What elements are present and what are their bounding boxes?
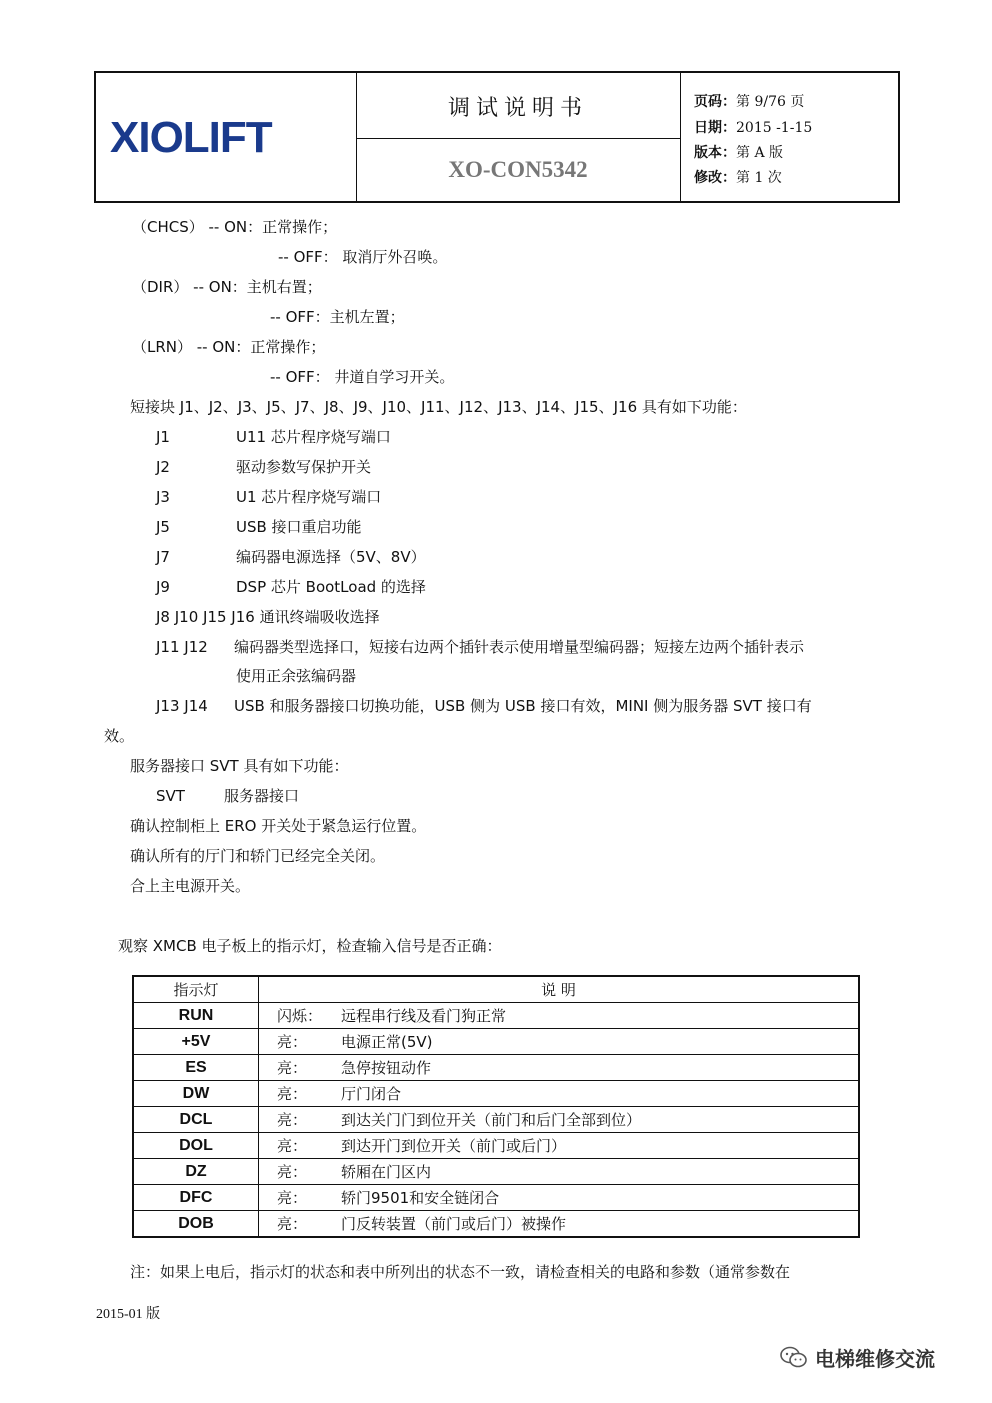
indicator-name: DOB (133, 1211, 259, 1238)
version-meta (694, 142, 783, 162)
indicator-state: 亮： (277, 1215, 308, 1233)
indicator-state: 亮： (277, 1085, 308, 1103)
jumper-id: J3 (156, 488, 170, 506)
jumper-id: J9 (156, 578, 170, 596)
company-logo: XIOLIFT (110, 113, 272, 162)
indicator-desc-text: 远程串行线及看门狗正常 (341, 1007, 507, 1025)
indicator-desc-text: 到达关门门到位开关（前门和后门全部到位） (341, 1111, 642, 1129)
indicator-description (259, 1055, 860, 1081)
revision-value: 第 1 次 (736, 170, 782, 186)
jumper-j11-desc-cont: 使用正余弦编码器 (236, 667, 357, 685)
jumper-desc: USB 接口重启功能 (236, 518, 362, 536)
table-row (133, 1211, 859, 1238)
title-divider (356, 138, 680, 139)
table-header-row (133, 976, 859, 1003)
indicator-state: 亮： (277, 1137, 308, 1155)
indicator-description (259, 1081, 860, 1107)
indicator-name: DW (133, 1081, 259, 1107)
wechat-icon (780, 1346, 808, 1368)
indicator-description (259, 1107, 860, 1133)
date-value: 2015 -1-15 (736, 120, 813, 136)
table-row (133, 1003, 859, 1029)
indicator-desc-text: 厅门闭合 (341, 1085, 402, 1103)
indicator-name: DCL (133, 1107, 259, 1133)
jumper-desc: DSP 芯片 BootLoad 的选择 (236, 578, 426, 596)
jumper-desc: 编码器电源选择（5V、8V） (236, 548, 426, 566)
svt-intro: 服务器接口 SVT 具有如下功能： (130, 757, 349, 775)
indicator-state: 闪烁： (277, 1007, 323, 1025)
document-code: XO-CON5342 (448, 157, 588, 182)
document-header (94, 71, 900, 203)
check-ero: 确认控制柜上 ERO 开关处于紧急运行位置。 (130, 817, 427, 835)
table-row (133, 1107, 859, 1133)
document-title: 调试说明书 (447, 96, 588, 121)
meta-cell (680, 73, 898, 201)
indicator-desc-text: 到达开门到位开关（前门或后门） (341, 1137, 567, 1155)
lrn-on-line: （LRN） -- ON：正常操作； (132, 338, 326, 356)
chcs-off-line: -- OFF： 取消厅外召唤。 (278, 248, 448, 266)
table-row (133, 1133, 859, 1159)
check-doors: 确认所有的厅门和轿门已经完全关闭。 (130, 847, 386, 865)
svt-desc: 服务器接口 (224, 787, 300, 805)
jumper-id: J1 (156, 428, 170, 446)
revision-meta (694, 167, 782, 187)
indicator-table (132, 975, 860, 1238)
indicator-desc-text: 门反转装置（前门或后门）被操作 (341, 1215, 567, 1233)
jumper-desc: U11 芯片程序烧写端口 (236, 428, 391, 446)
jumper-j11-desc: 编码器类型选择口，短接右边两个插针表示使用增量型编码器；短接左边两个插针表示 (234, 638, 805, 656)
date-meta (694, 117, 812, 137)
dir-on-line: （DIR） -- ON：主机右置； (132, 278, 322, 296)
table-row (133, 1081, 859, 1107)
indicator-column-header: 指示灯 (133, 976, 259, 1003)
footer-date: 2015-01 版 (96, 1307, 161, 1322)
indicator-description (259, 1185, 860, 1211)
revision-label: 修改： (694, 170, 736, 186)
indicator-description (259, 1211, 860, 1238)
note-text: 注：如果上电后，指示灯的状态和表中所列出的状态不一致，请检查相关的电路和参数（通常参数在 (130, 1263, 791, 1281)
table-row (133, 1055, 859, 1081)
jumper-intro: 短接块 J1、J2、J3、J5、J7、J8、J9、J10、J11、J12、J13、J14、J15、J16 具有如下功能： (130, 398, 747, 416)
indicator-name: +5V (133, 1029, 259, 1055)
watermark-text: 电梯维修交流 (815, 1347, 935, 1371)
date-label: 日期： (694, 120, 736, 136)
table-row (133, 1159, 859, 1185)
indicator-state: 亮： (277, 1163, 308, 1181)
description-column-header: 说 明 (259, 976, 860, 1003)
indicator-description (259, 1159, 860, 1185)
title-cell (356, 73, 681, 201)
indicator-description (259, 1029, 860, 1055)
indicator-name: DOL (133, 1133, 259, 1159)
jumper-id: J5 (156, 518, 170, 536)
jumper-desc: 驱动参数写保护开关 (236, 458, 372, 476)
indicator-name: ES (133, 1055, 259, 1081)
indicator-desc-text: 轿门9501和安全链闭合 (341, 1189, 500, 1207)
table-row (133, 1185, 859, 1211)
page-value: 第 9/76 页 (736, 94, 805, 110)
chcs-on-line: （CHCS） -- ON：正常操作； (132, 218, 338, 236)
logo-cell (96, 73, 357, 201)
lrn-off-line: -- OFF： 井道自学习开关。 (270, 368, 455, 386)
indicator-description (259, 1133, 860, 1159)
table-row (133, 1029, 859, 1055)
indicator-desc-text: 电源正常(5V) (341, 1033, 433, 1051)
version-value: 第 A 版 (736, 145, 784, 161)
jumper-id: J7 (156, 548, 170, 566)
indicator-name: DFC (133, 1185, 259, 1211)
dir-off-line: -- OFF：主机左置； (270, 308, 405, 326)
indicator-name: RUN (133, 1003, 259, 1029)
jumper-j13-desc-cont: 效。 (104, 727, 135, 745)
indicator-desc-text: 急停按钮动作 (341, 1059, 432, 1077)
indicator-state: 亮： (277, 1189, 308, 1207)
jumper-j13-desc: USB 和服务器接口切换功能，USB 侧为 USB 接口有效，MINI 侧为服务器 SVT 接口有 (234, 697, 812, 715)
jumper-j13-id: J13 J14 (156, 697, 208, 715)
indicator-name: DZ (133, 1159, 259, 1185)
check-power: 合上主电源开关。 (130, 877, 251, 895)
jumper-j11-id: J11 J12 (156, 638, 208, 656)
indicator-state: 亮： (277, 1059, 308, 1077)
page-label: 页码： (694, 94, 736, 110)
jumper-j8-line: J8 J10 J15 J16 通讯终端吸收选择 (156, 608, 380, 626)
indicator-state: 亮： (277, 1111, 308, 1129)
svt-id: SVT (156, 787, 185, 805)
jumper-id: J2 (156, 458, 170, 476)
indicator-description (259, 1003, 860, 1029)
indicator-state: 亮： (277, 1033, 308, 1051)
jumper-desc: U1 芯片程序烧写端口 (236, 488, 382, 506)
page-meta (694, 91, 804, 111)
observe-instruction: 观察 XMCB 电子板上的指示灯，检查输入信号是否正确： (118, 937, 502, 955)
indicator-desc-text: 轿厢在门区内 (341, 1163, 432, 1181)
version-label: 版本： (694, 145, 736, 161)
